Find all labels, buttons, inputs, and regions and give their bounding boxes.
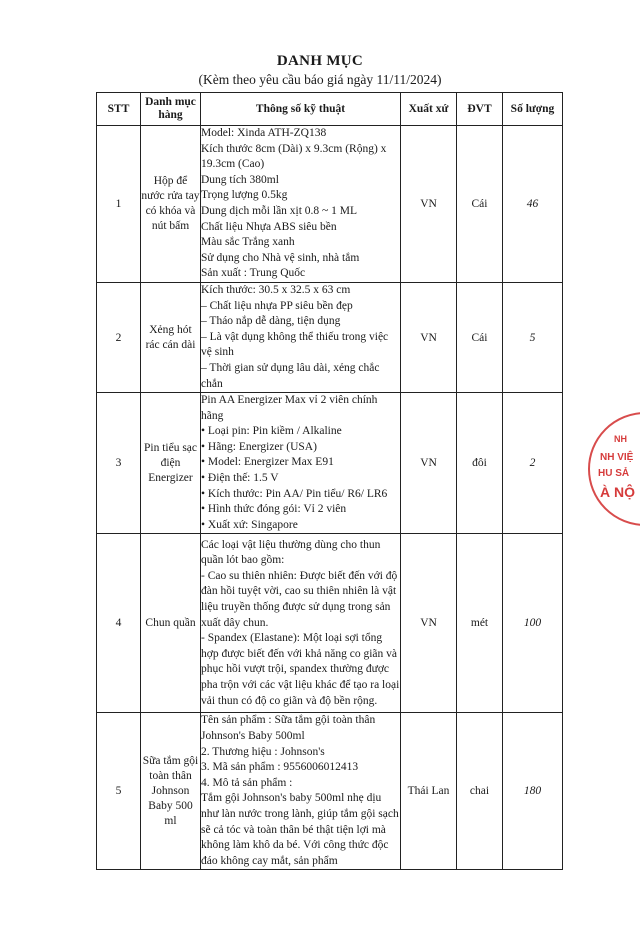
spec-line: 3. Mã sản phẩm : 9556006012413 [201,761,359,774]
row-spec [201,282,401,392]
red-seal-stamp [588,412,640,526]
spec-line: Dung dịch mỗi lần xịt 0.8 ~ 1 ML [201,204,358,217]
row-spec [201,713,401,870]
spec-line: Kích thước: 30.5 x 32.5 x 63 cm [201,283,351,296]
spec-line: – Là vật dụng không thể thiếu trong việc vệ sinh [201,330,389,359]
table-row [97,534,563,713]
spec-line: – Thời gian sử dụng lâu dài, xẻng chắc chắn [201,361,380,390]
spec-line: • Loại pin: Pin kiềm / Alkaline [201,425,342,438]
stamp-text: NH VIỆ [600,452,634,463]
row-unit: Cái [457,282,503,392]
spec-line: Trọng lượng 0.5kg [201,189,288,202]
spec-line: Sản xuất : Trung Quốc [201,267,306,280]
spec-line: • Kích thước: Pin AA/ Pin tiểu/ R6/ LR6 [201,487,388,500]
row-qty: 46 [503,126,563,283]
spec-line: Dung tích 380ml [201,173,279,186]
row-origin: Thái Lan [401,713,457,870]
spec-line: – Tháo nắp dễ dàng, tiện dụng [201,315,341,328]
row-stt: 3 [97,393,141,534]
spec-line: Sử dụng cho Nhà vệ sinh, nhà tắm [201,251,360,264]
row-qty: 2 [503,393,563,534]
row-qty: 100 [503,534,563,713]
header-stt: STT [97,93,141,126]
header-name: Danh mục hàng [141,93,201,126]
header-origin: Xuất xứ [401,93,457,126]
row-unit: mét [457,534,503,713]
row-name: Sữa tắm gội toàn thân Johnson Baby 500 ml [141,713,201,870]
header-spec: Thông số kỹ thuật [201,93,401,126]
row-spec [201,534,401,713]
spec-line: • Model: Energizer Max E91 [201,456,334,469]
row-spec [201,126,401,283]
row-name: Chun quần [141,534,201,713]
row-origin: VN [401,393,457,534]
spec-line: - Spandex (Elastane): Một loại sợi tổng hợp được biết đến với khả năng co giãn và phục hồi vượt trội, spandex thường được pha trộn với các vật liệu khác để tạo ra loại vải thun có độ co giãn và độ bền rộng. [201,632,400,707]
table-row [97,713,563,870]
spec-line: • Xuất xứ: Singapore [201,518,298,531]
spec-line: – Chất liệu nhựa PP siêu bền đẹp [201,299,353,312]
spec-line: • Hình thức đóng gói: Vỉ 2 viên [201,503,347,516]
row-qty: 180 [503,713,563,870]
stamp-text: À NỘ [600,484,635,500]
spec-line: Pin AA Energizer Max vỉ 2 viên chính hãng [201,394,378,422]
row-unit: đôi [457,393,503,534]
row-qty: 5 [503,282,563,392]
document-subtitle: (Kèm theo yêu cầu báo giá ngày 11/11/2024) [198,72,442,87]
stamp-text: NH [614,434,627,444]
catalog-table [96,92,563,870]
spec-line: Màu sắc Trắng xanh [201,236,295,249]
row-unit: Cái [457,126,503,283]
spec-line: Chất liệu Nhựa ABS siêu bền [201,220,337,233]
header-unit: ĐVT [457,93,503,126]
spec-line: - Cao su thiên nhiên: Được biết đến với độ đàn hồi tuyệt vời, cao su thiên nhiên là vật liệu truyền thống được sử dụng trong sản xuất dây chun. [201,569,398,629]
spec-line: • Hãng: Energizer (USA) [201,440,317,453]
row-origin: VN [401,126,457,283]
spec-line: 4. Mô tả sản phẩm : [201,776,293,789]
table-row [97,393,563,534]
spec-line: Các loại vật liệu thường dùng cho thun quần lót bao gồm: [201,538,381,567]
row-stt: 1 [97,126,141,283]
table-row [97,126,563,283]
spec-line: • Điện thế: 1.5 V [201,472,279,485]
table-row [97,282,563,392]
stamp-text: HU SẢ [598,468,630,479]
spec-line: 2. Thương hiệu : Johnson's [201,745,325,758]
spec-line: Model: Xinda ATH-ZQ138 [201,127,327,139]
spec-line: Tên sản phẩm : Sữa tắm gội toàn thân Johnson's Baby 500ml [201,714,376,743]
spec-line: Tắm gội Johnson's baby 500ml nhẹ dịu như làn nước trong lành, giúp tắm gội sạch sẽ cả tóc và toàn thân bé thật tiện lợi mà không làm khô da bé. Với công thức độc đáo không cay mắt, sản phẩm [201,792,399,867]
table-header-row [97,93,563,126]
row-name: Hộp để nước rửa tay có khóa và nút bấm [141,126,201,283]
row-stt: 2 [97,282,141,392]
row-stt: 4 [97,534,141,713]
row-origin: VN [401,534,457,713]
row-name: Pin tiểu sạc điện Energizer [141,393,201,534]
row-origin: VN [401,282,457,392]
spec-line: Kích thước 8cm (Dài) x 9.3cm (Rộng) x 19.3cm (Cao) [201,142,387,171]
row-name: Xẻng hót rác cán dài [141,282,201,392]
document-title: DANH MỤC [276,53,364,69]
row-spec [201,393,401,534]
row-stt: 5 [97,713,141,870]
header-qty: Số lượng [503,93,563,126]
row-unit: chai [457,713,503,870]
